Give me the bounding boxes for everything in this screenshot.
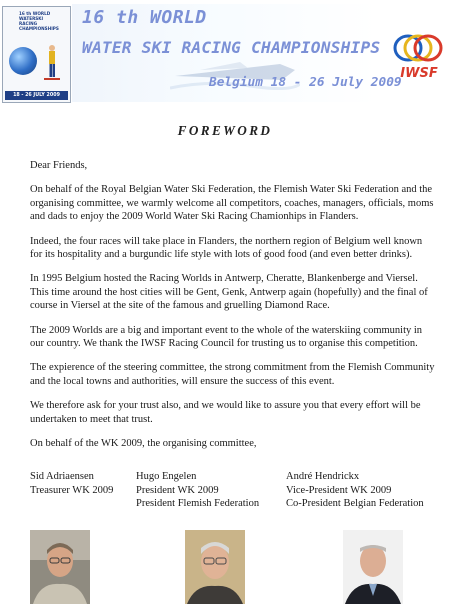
signatory-name: Hugo Engelen (136, 471, 197, 482)
iwsf-logo-text: IWSF (400, 66, 438, 81)
signatory-title: Treasurer WK 2009 (30, 484, 114, 496)
signatory-title: President WK 2009 (136, 484, 219, 496)
signatory-engelen (136, 470, 259, 511)
signatory-title: Co-President Belgian Federation (286, 498, 424, 509)
skier-icon (43, 43, 61, 83)
portrait-photo-hendrickx (343, 530, 403, 604)
logo-line: RACING (19, 21, 38, 26)
logo-text (19, 11, 63, 31)
logo-date: 18 - 26 JULY 2009 (5, 91, 68, 100)
portrait-photo-adriaensen (30, 530, 90, 604)
letter-paragraph: The 2009 Worlds are a big and important event to the whole of the waterskiing community in our country. We thank the IWSF Racing Council for trusting us to organise this competition. (30, 324, 423, 350)
signatory-name: Sid Adriaensen (30, 471, 94, 482)
letter-body (30, 159, 435, 461)
letter-paragraph: The expierence of the steering committee, the strong commitment from the Flemish Community and the local towns and authorities, will ensure the success of this event. (30, 362, 435, 387)
logo-line: CHAMPIONSHIPS (19, 26, 59, 31)
signatory-adriaensen (30, 470, 113, 497)
letter-paragraph: Indeed, the four races will take place in Flanders, the northern region of Belgium well known for its hospitality and a burgundic life style with lots of good food (and even better drinks). (30, 235, 423, 261)
logo-line: WATERSKI (19, 16, 44, 21)
page-heading: FOREWORD (177, 123, 273, 138)
championship-title-line1: 16 th WORLD (82, 7, 207, 28)
championship-logo (2, 6, 71, 103)
signatory-name: André Hendrickx (286, 471, 360, 482)
letter-greeting: Dear Friends, (30, 160, 88, 171)
letter-paragraph: In 1995 Belgium hosted the Racing Worlds in Antwerp, Cheratte, Blankenberge and Viersel. This time around the host cities will be Gent, Genk, Antwerp again (hopefully) and the final of course in Viersel at the site of the famous and gruelling Diamond Race. (30, 273, 428, 312)
logo-line: 16 th WORLD (19, 11, 51, 16)
iwsf-rings-icon (392, 34, 444, 62)
portrait-photo-engelen (185, 530, 245, 604)
letter-paragraph: On behalf of the Royal Belgian Water Ski Federation, the Flemish Water Ski Federation and the organising committee, we warmly welcome all competitors, coaches, managers, officials, moms and dads to enjoy the 2009 World Water Ski Racing Chamionhips in Flanders. (30, 184, 434, 223)
header-banner (0, 0, 450, 108)
signatory-hendrickx (286, 470, 424, 511)
championship-title-line2: WATER SKI RACING CHAMPIONSHIPS (82, 38, 381, 57)
signatory-title: President Flemish Federation (136, 498, 260, 509)
signatory-title: Vice-President WK 2009 (286, 484, 392, 496)
letter-paragraph: We therefore ask for your trust also, and we would like to assure you that every effort will be undertaken to meet that trust. (30, 400, 421, 425)
championship-dates: Belgium 18 - 26 July 2009 (209, 75, 402, 90)
globe-icon (9, 47, 37, 75)
letter-closing: On behalf of the WK 2009, the organising committee, (30, 438, 257, 450)
